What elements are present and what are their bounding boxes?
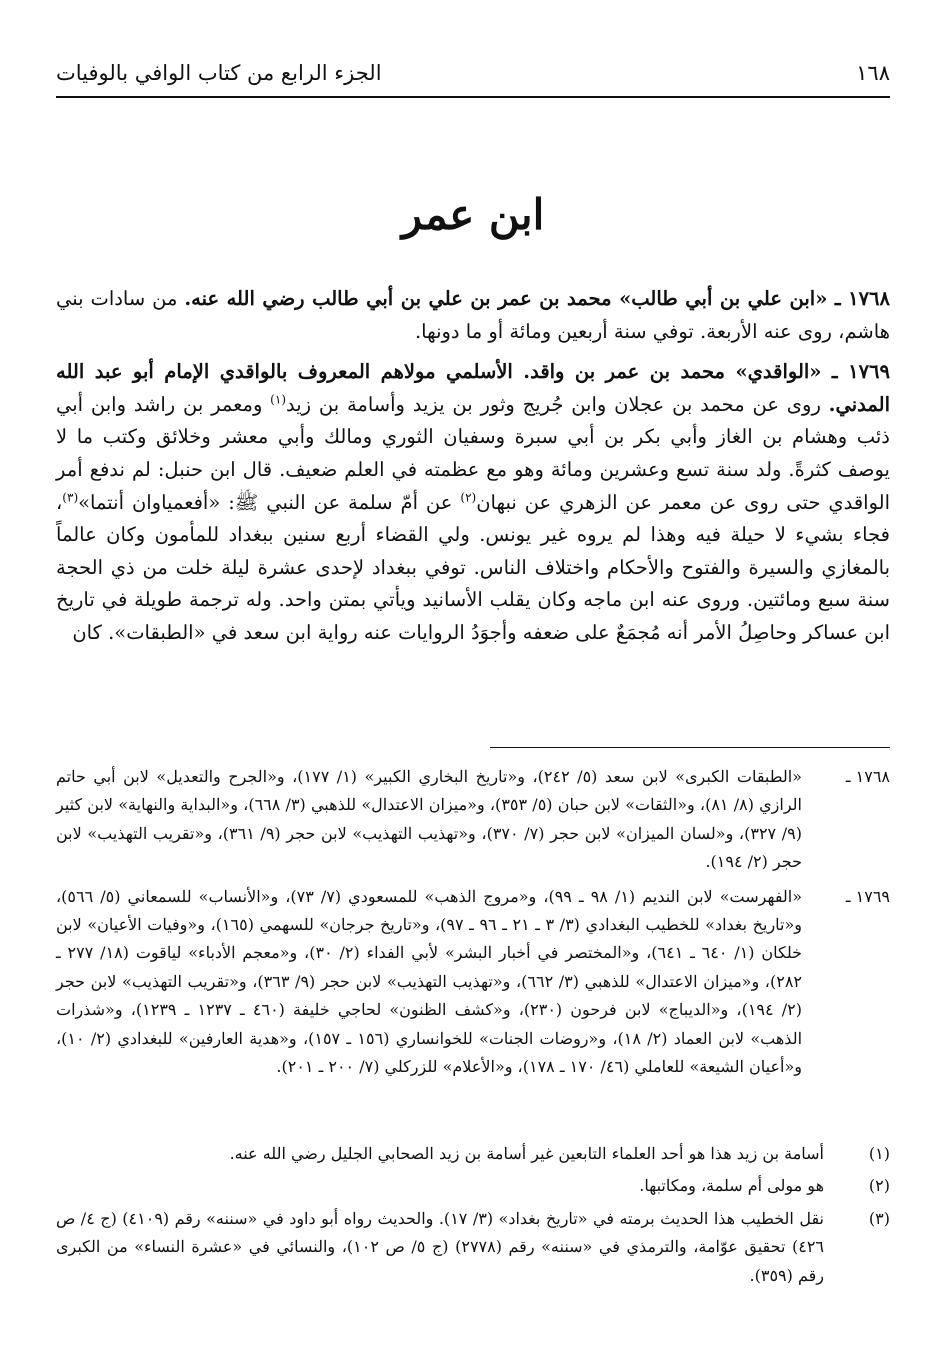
- entry-heading: ١٧٦٩ ـ «الواقدي» محمد بن عمر بن واقد. الأسلمي مولاهم المعروف بالواقدي الإمام أبو عبد الله المدني.: [56, 360, 890, 416]
- header-rule: [56, 96, 890, 98]
- entry-text: ومعمر بن راشد وابن أبي ذئب وهشام بن الغاز وأبي بكر بن أبي سبرة وسفيان الثوري ومالك وأبي معشر وخلائق وكتب ما لا يوصف كثرةً. ولد سنة تسع وعشرين ومائة وهو مع عظمته في العلم ضعيف. قال ابن حنبل: لم ندفع أمر الواقدي حتى روى عن معمر عن الزهري عن نبهان: [56, 392, 891, 514]
- bibliography-entry: [56, 763, 890, 877]
- entry-text: عن أمّ سلمة عن النبي ﷺ: «أفعمياوان أنتما»: [78, 490, 453, 514]
- footnote: [56, 1205, 890, 1290]
- running-header: [56, 58, 890, 88]
- footnote: [56, 1172, 890, 1200]
- bibliography-notes: [56, 763, 890, 1087]
- footnote-text: هو مولى أم سلمة، ومكاتبها.: [639, 1176, 824, 1196]
- bibliography-number: ١٧٦٩ ـ: [845, 886, 890, 906]
- entry-text: ، فجاء بشيء لا حيلة فيه وهذا لم يروه غير يونس. ولي القضاء أربع سنين ببغداد للمأمون وكان عالماً بالمغازي والسيرة والفتوح والأحكام واختلاف الناس. توفي ببغداد لإحدى عشرة ليلة خلت من ذي الحجة سنة سبع ومائتين. وروى عنه ابن ماجه وكان يقلب الأسانيد ويأتي بمتن واحد. وله ترجمة طويلة في تاريخ ابن عساكر وحاصِلُ الأمر أنه مُجمَعٌ على ضعفه وأجوَدُ الروايات عنه رواية ابن سعد في «الطبقات». كان: [56, 490, 890, 644]
- footnote-number: (٣): [868, 1208, 890, 1228]
- footnote-number: (١): [868, 1144, 890, 1163]
- entry-1768: [56, 283, 890, 348]
- entry-text: من سادات بني هاشم، روى عنه الأربعة. توفي سنة أربعين ومائة أو ما دونها.: [56, 287, 890, 343]
- bibliography-text: «الفهرست» لابن النديم (١/ ٩٨ ـ ٩٩)، و«مروج الذهب» للمسعودي (٧/ ٧٣)، و«الأنساب» للسمعاني (٥/ ٥٦٦)، و«تاريخ بغداد» للخطيب البغدادي (٣/ ٣ ـ ٢١ ـ ٩٦ ـ ٩٧)، و«تاريخ جرجان» للسهمي (١٦٥)، و«وفيات الأعيان» لابن خلكان (١/ ٦٤٠ ـ ٦٤١)، و«المختصر في أخبار البشر» لأبي الفداء (٢/ ٣٠)، و«معجم الأدباء» لياقوت (١٨/ ٢٧٧ ـ ٢٨٢)، و«ميزان الاعتدال» للذهبي (٣/ ٦٦٢)، و«تهذيب التهذيب» لابن حجر (٩/ ٣٦٣)، و«تقريب التهذيب» لابن حجر (٢/ ١٩٤)، و«الديباج» لابن فرحون (٢٣٠)، و«كشف الظنون» لحاجي خليفة (٤٦٠ ـ ١٢٣٧ ـ ١٢٣٩)، و«شذرات الذهب» لابن العماد (٢/ ١٨)، و«روضات الجنات» للخوانساري (١٥٦ ـ ١٥٧)، و«هدية العارفين» للبغدادي (٢/ ١٠)، و«أعيان الشيعة» للعاملي (٤٦/ ١٧٠ ـ ١٧٨)، و«الأعلام» للزركلي (٧/ ٢٠٠ ـ ٢٠١).: [56, 886, 803, 1077]
- running-title: الجزء الرابع من كتاب الوافي بالوفيات: [56, 61, 382, 85]
- entry-1769: [56, 356, 890, 649]
- page-number: ١٦٨: [856, 61, 890, 85]
- bibliography-text: «الطبقات الكبرى» لابن سعد (٥/ ٢٤٢)، و«تاريخ البخاري الكبير» (١/ ١٧٧)، و«الجرح والتعديل» لابن أبي حاتم الرازي (٨/ ٨١)، و«الثقات» لابن حبان (٥/ ٣٥٣)، و«ميزان الاعتدال» للذهبي (٣/ ٦٦٨)، و«البداية والنهاية» لابن كثير (٩/ ٣٢٧)، و«لسان الميزان» لابن حجر (٧/ ٣٧٠)، و«تهذيب التهذيب» لابن حجر (٩/ ٣٦١)، و«تقريب التهذيب» لابن حجر (٢/ ١٩٤).: [56, 767, 802, 872]
- footnote-rule: [490, 747, 890, 748]
- footnote: [56, 1140, 890, 1168]
- footnote-text: نقل الخطيب هذا الحديث برمته في «تاريخ بغداد» (٣/ ١٧). والحديث رواه أبو داود في «سننه» رقم (٤١٠٩) (ج ٤/ ص ٤٢٦) تحقيق عوّامة، والترمذي في «سننه» رقم (٢٧٧٨) (ج ٥/ ص ١٠٢)، والنسائي في «عشرة النساء» من الكبرى رقم (٣٥٩).: [56, 1208, 825, 1285]
- footnotes: [56, 1140, 890, 1294]
- footnote-ref-2: (٢): [460, 490, 477, 505]
- footnote-number: (٢): [868, 1176, 890, 1196]
- footnote-text: أسامة بن زيد هذا هو أحد العلماء التابعين غير أسامة بن زيد الصحابي الجليل رضي الله عنه.: [229, 1144, 824, 1163]
- footnote-ref-3: (٣): [62, 490, 79, 505]
- chapter-title: ابن عمر: [401, 190, 545, 239]
- footnote-ref-1: (١): [270, 392, 286, 407]
- entry-text: روى عن محمد بن عجلان وابن جُريج وثور بن يزيد وأسامة بن زيد: [286, 392, 821, 416]
- main-text: [56, 283, 890, 658]
- entry-heading: ١٧٦٨ ـ «ابن علي بن أبي طالب» محمد بن عمر بن علي بن أبي طالب رضي الله عنه.: [184, 287, 890, 310]
- bibliography-entry: [56, 883, 890, 1082]
- bibliography-number: ١٧٦٨ ـ: [845, 767, 890, 786]
